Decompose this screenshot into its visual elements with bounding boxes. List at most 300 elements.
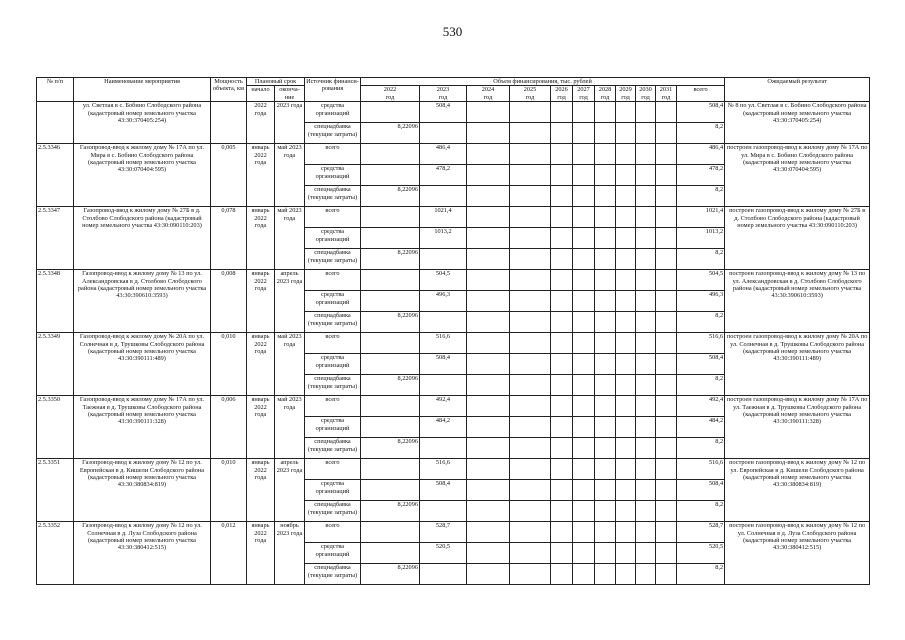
- value-year-cell: [636, 312, 656, 333]
- value-2023: [420, 186, 467, 207]
- value-year-cell: [551, 123, 573, 144]
- item-end: май 2023 года: [275, 207, 305, 270]
- value-2023: 516,6: [420, 333, 467, 354]
- funding-source: спецнадбавка (текущие затраты): [305, 186, 361, 207]
- funding-source: средства организаций: [305, 102, 361, 123]
- funding-source: средства организаций: [305, 417, 361, 438]
- value-year-cell: [573, 144, 595, 165]
- header-source: Источник финанси-рования: [305, 78, 361, 102]
- value-year-cell: [467, 480, 510, 501]
- funding-source: средства организаций: [305, 543, 361, 564]
- item-number: [37, 102, 74, 144]
- value-year-cell: [467, 333, 510, 354]
- value-year-cell: [467, 291, 510, 312]
- value-year-cell: [636, 480, 656, 501]
- item-capacity: 0,012: [211, 522, 247, 585]
- value-year-cell: [510, 249, 551, 270]
- value-year-cell: [595, 564, 616, 585]
- value-year-cell: [551, 522, 573, 543]
- value-year-cell: [595, 312, 616, 333]
- value-year-cell: [573, 333, 595, 354]
- header-term-end: оконча-ние: [275, 86, 305, 102]
- value-2022: [361, 480, 420, 501]
- value-2022: 8,22096: [361, 501, 420, 522]
- value-total: 486,4: [677, 144, 725, 165]
- value-2022: 8,22096: [361, 312, 420, 333]
- value-2023: 508,4: [420, 480, 467, 501]
- value-year-cell: [573, 291, 595, 312]
- value-year-cell: [616, 522, 636, 543]
- value-year-cell: [467, 438, 510, 459]
- value-year-cell: [656, 522, 677, 543]
- value-year-cell: [656, 354, 677, 375]
- value-2023: [420, 375, 467, 396]
- value-year-cell: [510, 102, 551, 123]
- item-start: 2022 года: [247, 102, 275, 144]
- value-year-cell: [636, 165, 656, 186]
- value-year-cell: [510, 375, 551, 396]
- value-year-cell: [551, 480, 573, 501]
- value-total: 8,2: [677, 123, 725, 144]
- value-year-cell: [656, 186, 677, 207]
- value-year-cell: [595, 396, 616, 417]
- value-year-cell: [467, 459, 510, 480]
- item-end: апрель 2023 года: [275, 459, 305, 522]
- value-year-cell: [656, 291, 677, 312]
- table-row: [37, 102, 870, 123]
- value-2022: 8,22096: [361, 249, 420, 270]
- value-2023: 508,4: [420, 102, 467, 123]
- value-2023: [420, 312, 467, 333]
- item-name: Газопровод-ввод к жилому дому № 12 по ул. Европейская в д. Кишели Слободского района (кадастровый номер земельного участка 43:30:380834:819): [74, 459, 211, 522]
- value-year-cell: [510, 186, 551, 207]
- funding-source: всего: [305, 459, 361, 480]
- value-year-cell: [595, 249, 616, 270]
- value-year-cell: [573, 438, 595, 459]
- header-year: 2022 год: [361, 86, 420, 102]
- value-year-cell: [510, 312, 551, 333]
- value-year-cell: [551, 354, 573, 375]
- value-year-cell: [467, 186, 510, 207]
- value-year-cell: [595, 123, 616, 144]
- value-year-cell: [656, 459, 677, 480]
- value-year-cell: [595, 291, 616, 312]
- value-year-cell: [510, 207, 551, 228]
- value-year-cell: [595, 228, 616, 249]
- value-year-cell: [616, 102, 636, 123]
- value-2022: [361, 354, 420, 375]
- value-year-cell: [573, 543, 595, 564]
- value-total: 528,7: [677, 522, 725, 543]
- value-total: 516,6: [677, 333, 725, 354]
- value-year-cell: [573, 123, 595, 144]
- value-year-cell: [573, 207, 595, 228]
- item-number: 2.5.3352: [37, 522, 74, 585]
- value-year-cell: [573, 165, 595, 186]
- item-capacity: 0,010: [211, 459, 247, 522]
- value-year-cell: [656, 165, 677, 186]
- value-2022: [361, 333, 420, 354]
- value-year-cell: [467, 522, 510, 543]
- value-year-cell: [510, 459, 551, 480]
- value-year-cell: [595, 207, 616, 228]
- value-2022: 8,22096: [361, 186, 420, 207]
- funding-source: средства организаций: [305, 480, 361, 501]
- item-capacity: 0,078: [211, 207, 247, 270]
- header-term: Плановый срок: [247, 78, 305, 86]
- value-year-cell: [616, 333, 636, 354]
- value-year-cell: [510, 564, 551, 585]
- value-total: 8,2: [677, 375, 725, 396]
- funding-source: всего: [305, 522, 361, 543]
- header-name: Наименование мероприятия: [74, 78, 211, 102]
- value-2023: 1021,4: [420, 207, 467, 228]
- value-year-cell: [510, 396, 551, 417]
- value-year-cell: [510, 522, 551, 543]
- item-number: 2.5.3351: [37, 459, 74, 522]
- value-year-cell: [656, 333, 677, 354]
- value-2022: [361, 270, 420, 291]
- value-year-cell: [656, 564, 677, 585]
- value-year-cell: [656, 144, 677, 165]
- value-year-cell: [595, 270, 616, 291]
- value-2022: 8,22096: [361, 438, 420, 459]
- value-year-cell: [636, 375, 656, 396]
- value-year-cell: [636, 291, 656, 312]
- item-name: Газопровод-ввод к жилому дому № 12 по ул. Солнечная в д. Луза Слободского района (кадастровый номер земельного участка 43:30:380412:515): [74, 522, 211, 585]
- value-year-cell: [656, 123, 677, 144]
- value-2023: 486,4: [420, 144, 467, 165]
- funding-source: спецнадбавка (текущие затраты): [305, 438, 361, 459]
- header-year: 2027 год: [573, 86, 595, 102]
- item-end: май 2023 года: [275, 333, 305, 396]
- item-number: 2.5.3348: [37, 270, 74, 333]
- table-row: [37, 522, 870, 543]
- value-year-cell: [616, 459, 636, 480]
- value-year-cell: [467, 564, 510, 585]
- value-year-cell: [656, 438, 677, 459]
- value-year-cell: [551, 249, 573, 270]
- value-year-cell: [467, 249, 510, 270]
- value-total: 484,2: [677, 417, 725, 438]
- table-row: [37, 333, 870, 354]
- value-total: 8,2: [677, 312, 725, 333]
- value-year-cell: [595, 522, 616, 543]
- value-year-cell: [551, 165, 573, 186]
- expected-result: построен газопровод-ввод к жилому дому № 13 по ул. Александровская в д. Столбово Слободского района (кадастровый номер земельного участка 43:30:390610:3593): [725, 270, 870, 333]
- funding-source: всего: [305, 207, 361, 228]
- value-year-cell: [467, 270, 510, 291]
- value-year-cell: [595, 501, 616, 522]
- value-2023: 528,7: [420, 522, 467, 543]
- value-year-cell: [656, 228, 677, 249]
- value-year-cell: [656, 249, 677, 270]
- value-year-cell: [510, 354, 551, 375]
- item-number: 2.5.3347: [37, 207, 74, 270]
- value-2023: [420, 249, 467, 270]
- value-2022: [361, 207, 420, 228]
- expected-result: построен газопровод-ввод к жилому дому № 12 по ул. Европейская в д. Кишели Слободского района (кадастровый номер земельного участка 43:30:380834:819): [725, 459, 870, 522]
- funding-source: спецнадбавка (текущие затраты): [305, 375, 361, 396]
- value-year-cell: [656, 270, 677, 291]
- value-year-cell: [616, 144, 636, 165]
- funding-source: всего: [305, 270, 361, 291]
- value-year-cell: [595, 438, 616, 459]
- value-year-cell: [636, 333, 656, 354]
- value-year-cell: [636, 501, 656, 522]
- value-year-cell: [573, 312, 595, 333]
- table-row: [37, 144, 870, 165]
- value-year-cell: [595, 480, 616, 501]
- value-year-cell: [467, 312, 510, 333]
- header-year: 2024 год: [467, 86, 510, 102]
- value-year-cell: [616, 501, 636, 522]
- funding-source: средства организаций: [305, 354, 361, 375]
- value-2023: 520,5: [420, 543, 467, 564]
- value-total: 478,2: [677, 165, 725, 186]
- value-year-cell: [551, 375, 573, 396]
- item-end: май 2023 года: [275, 144, 305, 207]
- item-end: 2023 года: [275, 102, 305, 144]
- funding-source: всего: [305, 333, 361, 354]
- value-year-cell: [573, 228, 595, 249]
- value-year-cell: [467, 165, 510, 186]
- value-year-cell: [510, 501, 551, 522]
- value-total: 8,2: [677, 564, 725, 585]
- value-year-cell: [616, 165, 636, 186]
- expected-result: построен газопровод-ввод к жилому дому № 27Б в д. Столбово Слободского района (кадастровый номер земельного участка 43:30:090110:203): [725, 207, 870, 270]
- funding-source: средства организаций: [305, 165, 361, 186]
- table-row: [37, 270, 870, 291]
- value-year-cell: [467, 354, 510, 375]
- funding-source: спецнадбавка (текущие затраты): [305, 123, 361, 144]
- value-year-cell: [573, 522, 595, 543]
- header-num: № п/п: [37, 78, 74, 102]
- item-start: январь 2022 года: [247, 207, 275, 270]
- value-year-cell: [656, 417, 677, 438]
- value-total: 1021,4: [677, 207, 725, 228]
- value-2022: [361, 291, 420, 312]
- value-year-cell: [595, 354, 616, 375]
- value-year-cell: [616, 186, 636, 207]
- item-name: ул. Светлая в с. Бобино Слободского района (кадастровый номер земельного участка 43:30:370405:254): [74, 102, 211, 144]
- header-year: 2030 год: [636, 86, 656, 102]
- value-year-cell: [467, 228, 510, 249]
- item-start: январь 2022 года: [247, 396, 275, 459]
- table-row: [37, 207, 870, 228]
- funding-source: спецнадбавка (текущие затраты): [305, 312, 361, 333]
- value-year-cell: [467, 501, 510, 522]
- value-year-cell: [616, 249, 636, 270]
- value-year-cell: [467, 144, 510, 165]
- value-total: 8,2: [677, 186, 725, 207]
- value-2022: 8,22096: [361, 564, 420, 585]
- value-year-cell: [467, 102, 510, 123]
- value-year-cell: [510, 438, 551, 459]
- expected-result: № 8 по ул. Светлая в с. Бобино Слободского района (кадастровый номер земельного участка 43:30:370405:254): [725, 102, 870, 144]
- value-2023: 492,4: [420, 396, 467, 417]
- value-year-cell: [573, 417, 595, 438]
- value-2023: [420, 438, 467, 459]
- value-year-cell: [467, 123, 510, 144]
- header-capacity: Мощность объекта, км: [211, 78, 247, 102]
- value-year-cell: [551, 228, 573, 249]
- value-year-cell: [551, 417, 573, 438]
- value-year-cell: [510, 543, 551, 564]
- value-2023: [420, 564, 467, 585]
- value-year-cell: [551, 102, 573, 123]
- funding-source: спецнадбавка (текущие затраты): [305, 564, 361, 585]
- value-total: 508,4: [677, 480, 725, 501]
- item-number: 2.5.3346: [37, 144, 74, 207]
- value-year-cell: [551, 501, 573, 522]
- value-year-cell: [551, 291, 573, 312]
- value-year-cell: [510, 480, 551, 501]
- value-year-cell: [551, 459, 573, 480]
- item-name: Газопровод-ввод к жилому дому № 27Б в д. Столбово Слободского района (кадастровый номер земельного участка 43:30:090110:203): [74, 207, 211, 270]
- value-total: 492,4: [677, 396, 725, 417]
- value-year-cell: [467, 417, 510, 438]
- value-year-cell: [551, 312, 573, 333]
- expected-result: построен газопровод-ввод к жилому дому № 17А по ул. Мира в с. Бобино Слободского района (кадастровый номер земельного участка 43:30:070404:595): [725, 144, 870, 207]
- item-number: 2.5.3350: [37, 396, 74, 459]
- value-year-cell: [636, 522, 656, 543]
- value-year-cell: [656, 480, 677, 501]
- value-year-cell: [636, 270, 656, 291]
- funding-source: всего: [305, 144, 361, 165]
- value-year-cell: [636, 564, 656, 585]
- item-name: Газопровод-ввод к жилому дому № 17А по ул. Таежная в д. Трушковы Слободского района (кадастровый номер земельного участка 43:30:390111:328): [74, 396, 211, 459]
- value-year-cell: [573, 459, 595, 480]
- value-2022: [361, 102, 420, 123]
- value-year-cell: [616, 354, 636, 375]
- value-year-cell: [636, 102, 656, 123]
- value-total: 8,2: [677, 249, 725, 270]
- value-year-cell: [573, 501, 595, 522]
- value-year-cell: [510, 417, 551, 438]
- value-total: 504,5: [677, 270, 725, 291]
- value-2022: 8,22096: [361, 375, 420, 396]
- value-year-cell: [636, 207, 656, 228]
- value-2022: [361, 144, 420, 165]
- value-year-cell: [616, 312, 636, 333]
- funding-source: средства организаций: [305, 291, 361, 312]
- item-end: ноябрь 2023 года: [275, 522, 305, 585]
- value-year-cell: [573, 249, 595, 270]
- value-year-cell: [467, 396, 510, 417]
- value-year-cell: [616, 564, 636, 585]
- value-total: 508,4: [677, 102, 725, 123]
- value-total: 8,2: [677, 438, 725, 459]
- value-year-cell: [573, 186, 595, 207]
- header-row-1: [37, 78, 870, 86]
- table-row: [37, 396, 870, 417]
- value-year-cell: [636, 543, 656, 564]
- expected-result: построен газопровод-ввод к жилому дому № 12 по ул. Солнечная в д. Луза Слободского района (кадастровый номер земельного участка 43:30:380412:515): [725, 522, 870, 585]
- value-year-cell: [595, 543, 616, 564]
- value-year-cell: [616, 543, 636, 564]
- expected-result: построен газопровод-ввод к жилому дому № 17А по ул. Таежная в д. Трушковы Слободского района (кадастровый номер земельного участка 43:30:390111:328): [725, 396, 870, 459]
- table-body: [37, 102, 870, 585]
- value-year-cell: [616, 207, 636, 228]
- value-2022: [361, 228, 420, 249]
- value-year-cell: [551, 186, 573, 207]
- value-year-cell: [467, 543, 510, 564]
- value-year-cell: [636, 354, 656, 375]
- value-year-cell: [551, 270, 573, 291]
- funding-source: спецнадбавка (текущие затраты): [305, 249, 361, 270]
- value-year-cell: [551, 144, 573, 165]
- header-year: 2028 год: [595, 86, 616, 102]
- value-year-cell: [551, 564, 573, 585]
- value-year-cell: [510, 123, 551, 144]
- value-year-cell: [551, 396, 573, 417]
- value-year-cell: [510, 165, 551, 186]
- value-year-cell: [636, 438, 656, 459]
- value-2022: [361, 522, 420, 543]
- value-year-cell: [573, 396, 595, 417]
- value-2023: 484,2: [420, 417, 467, 438]
- value-year-cell: [636, 396, 656, 417]
- value-year-cell: [656, 396, 677, 417]
- value-2023: [420, 123, 467, 144]
- value-year-cell: [467, 375, 510, 396]
- value-year-cell: [656, 501, 677, 522]
- value-year-cell: [573, 564, 595, 585]
- item-start: январь 2022 года: [247, 144, 275, 207]
- financing-table: [36, 77, 870, 585]
- value-year-cell: [595, 144, 616, 165]
- item-name: Газопровод-ввод к жилому дому № 13 по ул. Александровская в д. Столбово Слободского района (кадастровый номер земельного участка 43:30:390610:3593): [74, 270, 211, 333]
- value-2023: 1013,2: [420, 228, 467, 249]
- value-year-cell: [573, 102, 595, 123]
- item-end: апрель 2023 года: [275, 270, 305, 333]
- value-2022: [361, 417, 420, 438]
- value-year-cell: [616, 417, 636, 438]
- value-2022: [361, 543, 420, 564]
- value-year-cell: [656, 312, 677, 333]
- value-2022: [361, 396, 420, 417]
- value-2022: [361, 459, 420, 480]
- value-year-cell: [595, 459, 616, 480]
- value-year-cell: [616, 375, 636, 396]
- value-total: 516,6: [677, 459, 725, 480]
- item-end: май 2023 года: [275, 396, 305, 459]
- value-year-cell: [551, 333, 573, 354]
- value-2023: 478,2: [420, 165, 467, 186]
- value-year-cell: [636, 186, 656, 207]
- table-row: [37, 459, 870, 480]
- item-start: январь 2022 года: [247, 522, 275, 585]
- value-year-cell: [616, 480, 636, 501]
- value-year-cell: [573, 354, 595, 375]
- value-year-cell: [636, 459, 656, 480]
- item-name: Газопровод-ввод к жилому дому № 20А по ул. Солнечная в д. Трушковы Слободского района (кадастровый номер земельного участка 43:30:390111:489): [74, 333, 211, 396]
- value-year-cell: [510, 144, 551, 165]
- value-total: 8,2: [677, 501, 725, 522]
- value-year-cell: [616, 396, 636, 417]
- value-year-cell: [551, 438, 573, 459]
- value-year-cell: [616, 270, 636, 291]
- item-start: январь 2022 года: [247, 459, 275, 522]
- value-year-cell: [616, 123, 636, 144]
- value-year-cell: [510, 291, 551, 312]
- value-year-cell: [656, 207, 677, 228]
- value-2023: 504,5: [420, 270, 467, 291]
- funding-source: средства организаций: [305, 228, 361, 249]
- value-year-cell: [656, 375, 677, 396]
- header-volume: Объем финансирования, тыс. рублей: [361, 78, 725, 86]
